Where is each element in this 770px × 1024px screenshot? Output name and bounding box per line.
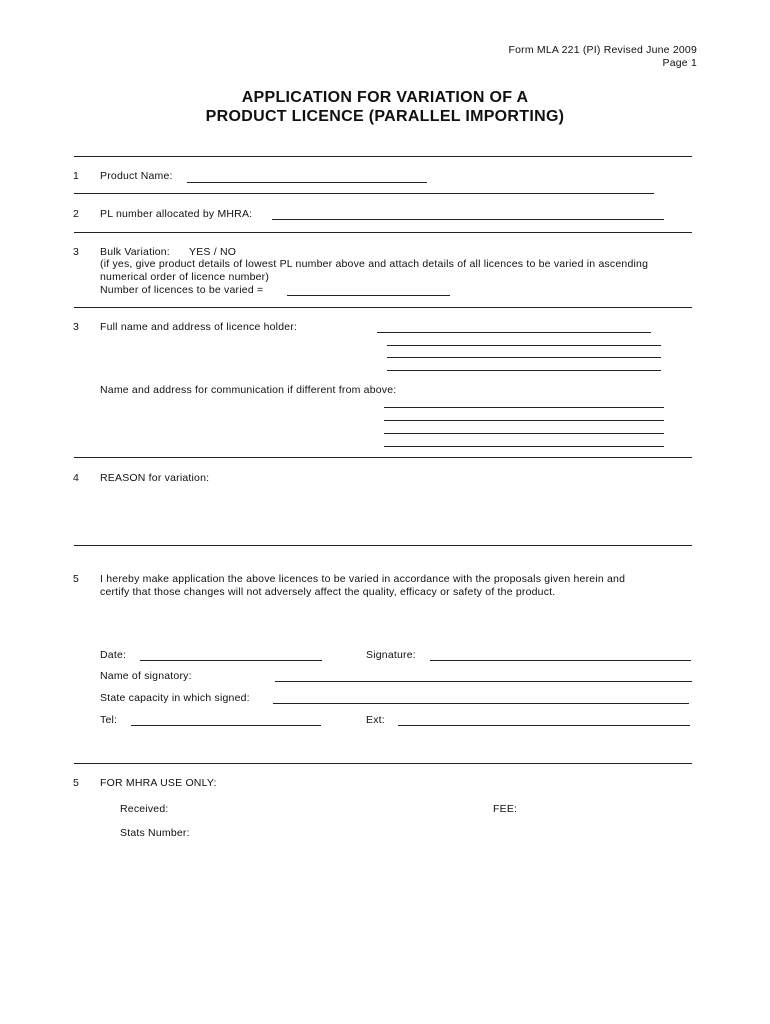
declaration-line-1: I hereby make application the above licences to be varied in accordance with the proposals given herein and <box>100 573 626 585</box>
signature-label: Signature: <box>366 649 416 661</box>
bulk-variation-note-1: (if yes, give product details of lowest PL number above and attach details of all licences to be varied in ascending <box>100 258 649 270</box>
bulk-variation-options[interactable]: YES / NO <box>189 246 237 258</box>
bulk-variation-note-2: numerical order of licence number) <box>100 271 270 283</box>
communication-address-field-line-3[interactable] <box>384 433 664 434</box>
section-number: 4 <box>73 472 80 484</box>
bulk-variation-label: Bulk Variation: <box>100 246 170 258</box>
ext-field[interactable] <box>398 725 690 726</box>
page-number: Page 1 <box>662 57 697 69</box>
product-name-label: Product Name: <box>100 170 173 182</box>
communication-address-field-line-4[interactable] <box>384 446 664 447</box>
licence-holder-field-line-3[interactable] <box>387 357 661 358</box>
licence-holder-field-line-4[interactable] <box>387 370 661 371</box>
section-divider <box>74 307 692 308</box>
ext-label: Ext: <box>366 714 385 726</box>
section-number: 5 <box>73 573 80 585</box>
tel-label: Tel: <box>100 714 118 726</box>
pl-number-label: PL number allocated by MHRA: <box>100 208 253 220</box>
date-field[interactable] <box>140 660 322 661</box>
section-number: 1 <box>73 170 80 182</box>
signatory-name-label: Name of signatory: <box>100 670 192 682</box>
signing-capacity-label: State capacity in which signed: <box>100 692 250 704</box>
received-label: Received: <box>120 803 169 815</box>
date-label: Date: <box>100 649 127 661</box>
section-divider <box>74 457 692 458</box>
fee-label: FEE: <box>493 803 518 815</box>
tel-field[interactable] <box>131 725 321 726</box>
form-title-line-2: PRODUCT LICENCE (PARALLEL IMPORTING) <box>205 108 565 125</box>
licence-holder-label: Full name and address of licence holder: <box>100 321 298 333</box>
reason-label: REASON for variation: <box>100 472 210 484</box>
declaration-line-2: certify that those changes will not adversely affect the quality, efficacy or safety of the product. <box>100 586 556 598</box>
section-divider <box>74 156 692 157</box>
pl-number-field[interactable] <box>272 219 664 220</box>
section-divider <box>74 232 692 233</box>
section-divider <box>74 545 692 546</box>
signatory-name-field[interactable] <box>275 681 692 682</box>
communication-address-field-line-2[interactable] <box>384 420 664 421</box>
section-number: 5 <box>73 777 80 789</box>
form-title-line-1: APPLICATION FOR VARIATION OF A <box>241 89 529 106</box>
section-number: 2 <box>73 208 80 220</box>
section-number: 3 <box>73 321 80 333</box>
section-divider <box>74 763 692 764</box>
product-name-field-continued[interactable] <box>74 193 654 194</box>
signature-field[interactable] <box>430 660 691 661</box>
licence-holder-field-line-1[interactable] <box>377 332 651 333</box>
section-number: 3 <box>73 246 80 258</box>
communication-address-label: Name and address for communication if different from above: <box>100 384 397 396</box>
communication-address-field-line-1[interactable] <box>384 407 664 408</box>
signing-capacity-field[interactable] <box>273 703 689 704</box>
product-name-field[interactable] <box>187 182 427 183</box>
licence-count-label: Number of licences to be varied = <box>100 284 264 296</box>
stats-number-label: Stats Number: <box>120 827 190 839</box>
mhra-use-only-label: FOR MHRA USE ONLY: <box>100 777 217 789</box>
licence-holder-field-line-2[interactable] <box>387 345 661 346</box>
licence-count-field[interactable] <box>287 295 450 296</box>
form-id: Form MLA 221 (PI) Revised June 2009 <box>508 44 697 56</box>
